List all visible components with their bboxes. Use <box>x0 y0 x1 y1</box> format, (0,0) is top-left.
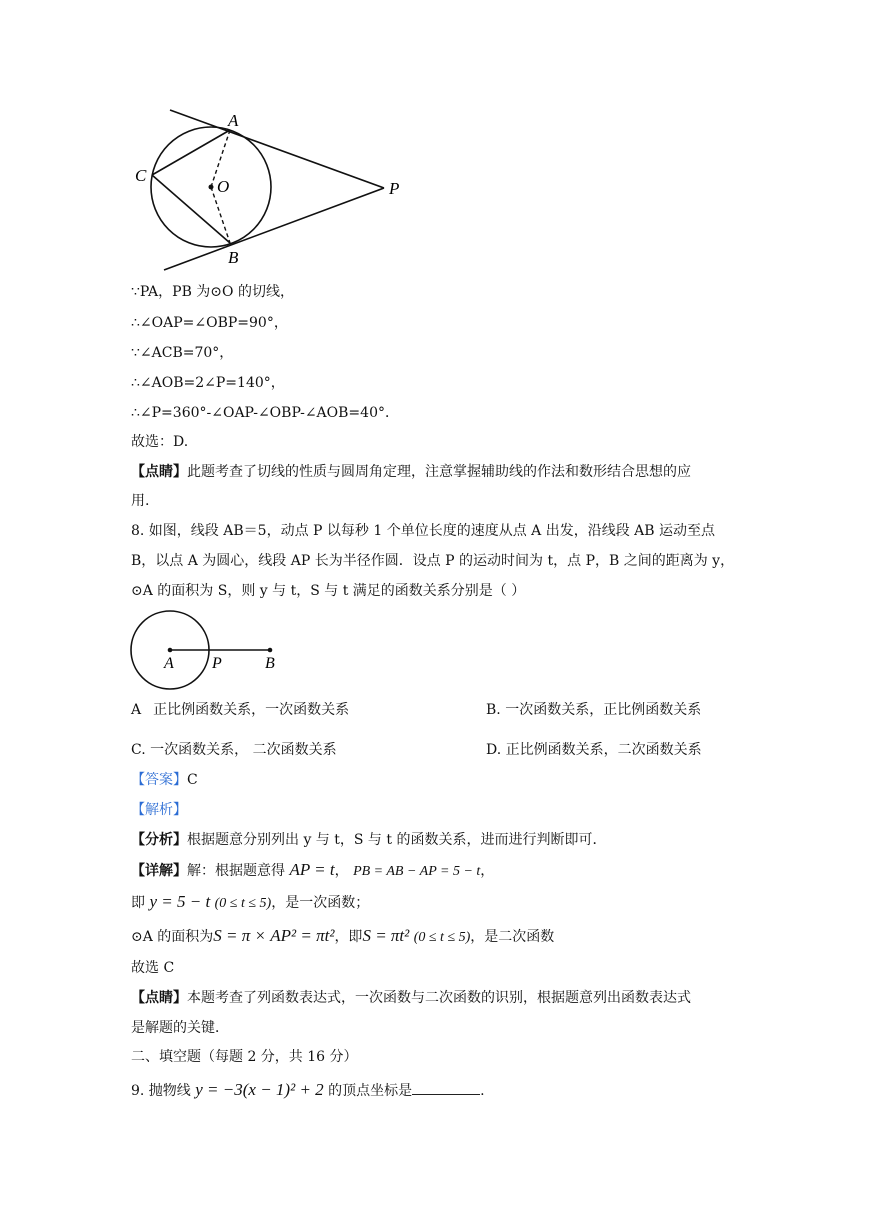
comment-tag: 【点睛】 <box>131 464 187 480</box>
xiangjie-text: 解：根据题意得 <box>187 863 285 879</box>
proof-comment-line-1 <box>131 462 691 482</box>
center-point-o <box>209 185 214 190</box>
q9-line <box>131 1080 485 1101</box>
label-p: P <box>389 179 400 198</box>
eq-ap: AP = t <box>289 860 335 879</box>
q9-suffix: 的顶点坐标是 <box>328 1083 413 1099</box>
answer-tag: 【答案】 <box>131 772 187 788</box>
linear-line <box>131 892 369 914</box>
option-b: B. 一次函数关系，正比例函数关系 <box>486 702 702 718</box>
eq-s: S = πt² <box>362 926 410 945</box>
eq-s-range: (0 ≤ t ≤ 5) <box>413 930 471 945</box>
point-a <box>168 648 173 653</box>
fenxi-line <box>131 830 606 850</box>
option-a <box>131 700 349 720</box>
chord-ca <box>152 130 230 175</box>
comment-tag: 【点睛】 <box>131 990 187 1006</box>
figure-circle-tangents <box>128 100 413 280</box>
option-d: D. 正比例函数关系，二次函数关系 <box>486 742 702 758</box>
eq-y-range: (0 ≤ t ≤ 5) <box>214 896 272 911</box>
label-a: A <box>164 655 174 672</box>
option-c: C. 一次函数关系， 二次函数关系 <box>131 742 337 758</box>
label-b: B <box>228 248 239 267</box>
proof-line-6: 故选：D. <box>131 434 189 450</box>
quadratic-mid: ，即 <box>334 929 363 945</box>
q9-end: . <box>480 1083 485 1099</box>
tangent-line-pb <box>164 188 384 270</box>
fenxi-text: 根据题意分别列出 y 与 t，S 与 t 的函数关系，进而进行判断即可． <box>187 832 607 848</box>
proof-line-2: ∴∠OAP=∠OBP=90°， <box>131 315 288 331</box>
comment-text: 此题考查了切线的性质与圆周角定理，注意掌握辅助线的作法和数形结合思想的应 <box>187 464 691 480</box>
answer-line <box>131 770 198 790</box>
figure-segment-ab <box>128 608 288 696</box>
label-o: O <box>217 177 230 196</box>
q8-line-1: 8. 如图，线段 AB＝5，动点 P 以每秒 1 个单位长度的速度从点 A 出发，沿线段 AB 运动至点 <box>131 523 715 539</box>
proof-comment-line-2: 用. <box>131 493 150 509</box>
eq-pb: PB = AB − AP = 5 − t <box>353 864 481 879</box>
linear-prefix: 即 <box>131 895 145 911</box>
eq-s-area: S = π × AP² = πt² <box>213 926 335 945</box>
q8-line-3: ⊙A 的面积为 S，则 y 与 t，S 与 t 满足的函数关系分别是（ ） <box>131 583 526 599</box>
answer-value: C <box>187 772 198 788</box>
answer-comment-line-2: 是解题的关键． <box>131 1020 229 1036</box>
proof-line-4: ∴∠AOB=2∠P=140°， <box>131 375 285 391</box>
linear-suffix: ，是一次函数； <box>271 895 370 911</box>
xiangjie-tag: 【详解】 <box>131 863 187 879</box>
label-p: P <box>212 655 222 672</box>
answer-comment-line-1 <box>131 988 691 1008</box>
choose-c-line: 故选 C <box>131 960 175 976</box>
quadratic-line <box>131 926 554 948</box>
q8-line-2: B，以点 A 为圆心，线段 AP 长为半径作圆．设点 P 的运动时间为 t，点 P，B 之间的距离为 y， <box>131 553 735 569</box>
label-c: C <box>135 166 147 185</box>
comment-text: 本题考查了列函数表达式，一次函数与二次函数的识别，根据题意列出函数表达式 <box>187 990 691 1006</box>
eq-y: y = 5 − t <box>149 892 211 911</box>
quadratic-prefix: ⊙A 的面积为 <box>131 929 214 945</box>
option-a-letter: A <box>131 702 142 718</box>
q9-prefix: 9. 抛物线 <box>131 1083 191 1099</box>
proof-line-1: ∵PA，PB 为⊙O 的切线， <box>131 284 294 300</box>
separator: ， <box>334 863 349 879</box>
label-a: A <box>228 111 239 130</box>
tangent-line-pa <box>170 110 384 188</box>
xiangjie-line <box>131 860 494 882</box>
point-b <box>268 648 273 653</box>
section-title: 二、填空题（每题 2 分，共 16 分） <box>131 1049 358 1065</box>
option-a-text: 正比例函数关系，一次函数关系 <box>153 702 350 718</box>
q9-equation: y = −3(x − 1)² + 2 <box>195 1080 324 1099</box>
proof-line-5: ∴∠P=360°-∠OAP-∠OBP-∠AOB=40°． <box>131 405 399 421</box>
proof-line-3: ∵∠ACB=70°， <box>131 345 234 361</box>
xiangjie-end: ， <box>480 863 495 879</box>
answer-blank[interactable] <box>412 1081 480 1095</box>
quadratic-suffix: ，是二次函数 <box>470 929 555 945</box>
label-b: B <box>265 655 275 672</box>
analysis-tag: 【解析】 <box>131 802 187 818</box>
fenxi-tag: 【分析】 <box>131 832 187 848</box>
